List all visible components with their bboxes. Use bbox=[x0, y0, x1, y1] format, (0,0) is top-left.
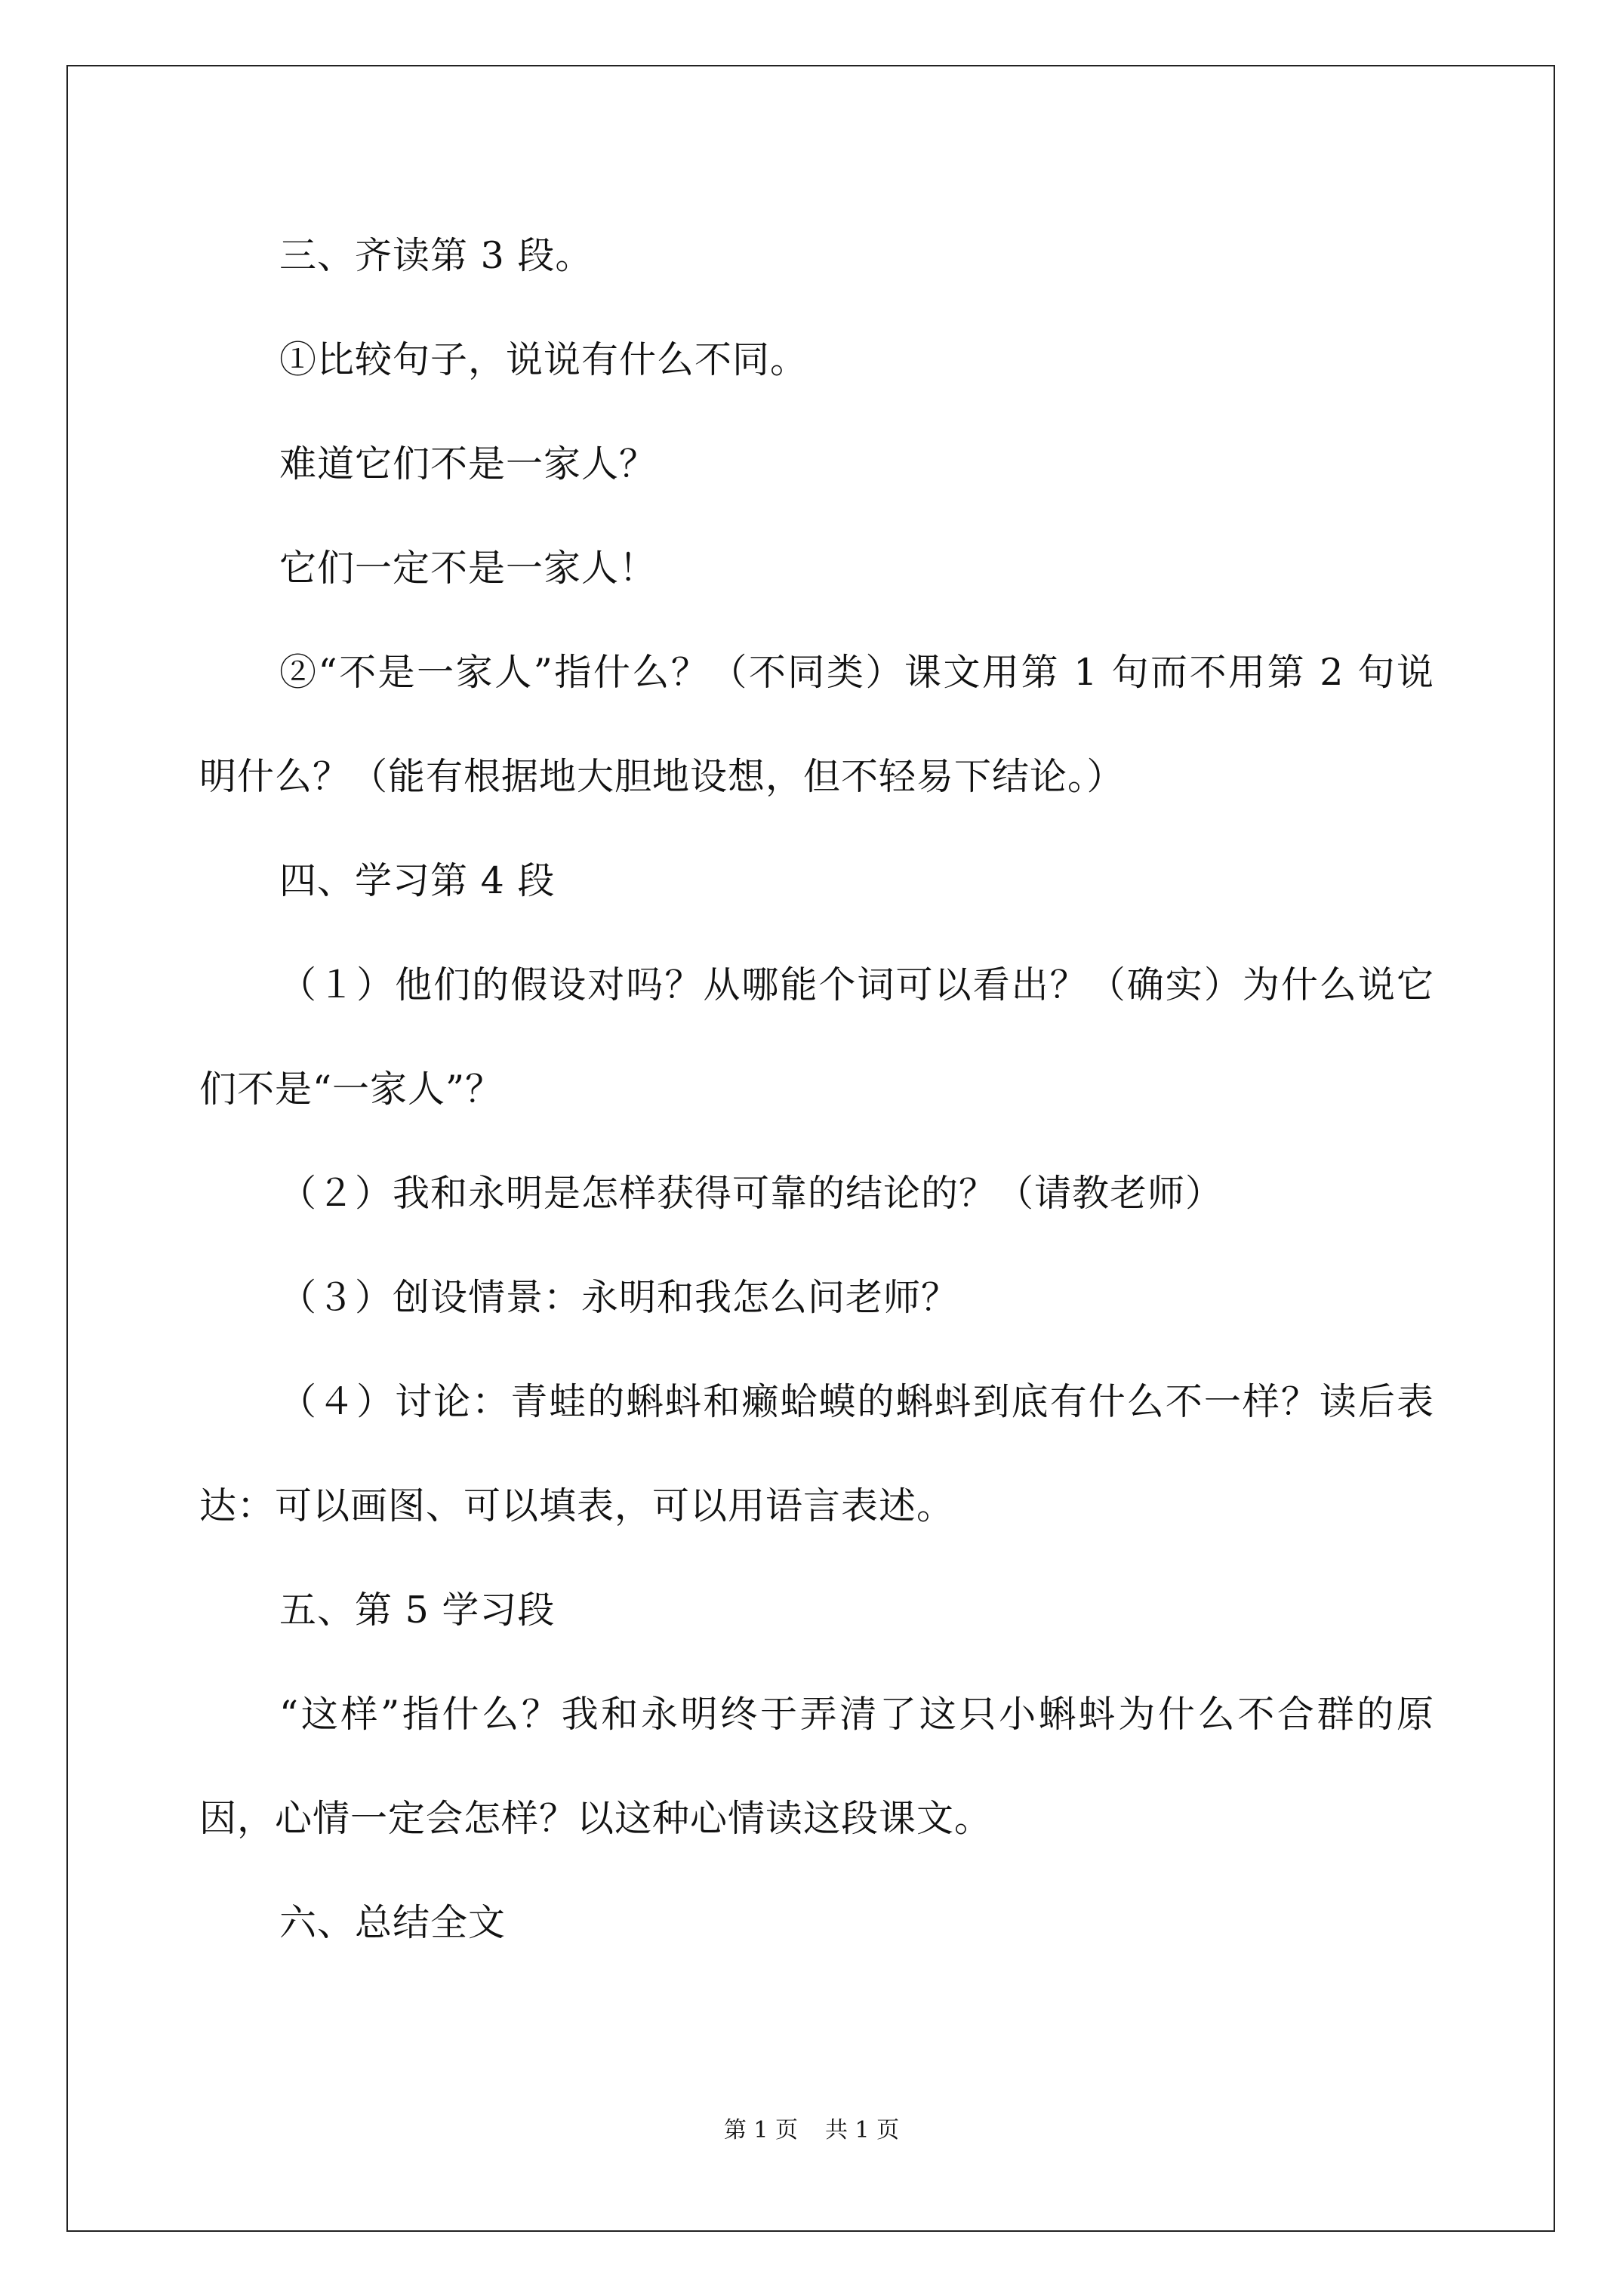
page-number: 第 1 页 bbox=[723, 2117, 798, 2143]
paragraph: ①比较句子，说说有什么不同。 bbox=[279, 338, 808, 381]
heading-section-3: 三、齐读第 3 段。 bbox=[279, 234, 593, 277]
paragraph: 它们一定不是一家人！ bbox=[279, 547, 658, 590]
paragraph: 难道它们不是一家人？ bbox=[279, 442, 658, 485]
page-footer bbox=[0, 2116, 1623, 2146]
paragraph: （３）创设情景：永明和我怎么问老师？ bbox=[279, 1276, 959, 1319]
page-total: 共 1 页 bbox=[825, 2117, 900, 2143]
paragraph: （４）讨论：青蛙的蝌蚪和癞蛤蟆的蝌蚪到底有什么不一样？读后表达：可以画图、可以填表，可以用语言表述。 bbox=[199, 1380, 1434, 1527]
heading-section-6: 六、总结全文 bbox=[279, 1901, 507, 1944]
heading-section-5: 五、第 5 学习段 bbox=[279, 1589, 556, 1632]
paragraph: （２）我和永明是怎样获得可靠的结论的？（请教老师） bbox=[279, 1172, 1224, 1215]
paragraph: “这样”指什么？我和永明终于弄清了这只小蝌蚪为什么不合群的原因，心情一定会怎样？以这种心情读这段课文。 bbox=[199, 1693, 1434, 1840]
paragraph: ②“不是一家人”指什么？（不同类）课文用第 1 句而不用第 2 句说明什么？（能有根据地大胆地设想，但不轻易下结论。） bbox=[199, 651, 1434, 798]
document-body bbox=[199, 204, 1434, 1975]
paragraph: （１）他们的假设对吗？从哪能个词可以看出？（确实）为什么说它们不是“一家人”？ bbox=[199, 963, 1434, 1111]
heading-section-4: 四、学习第 4 段 bbox=[279, 859, 556, 902]
